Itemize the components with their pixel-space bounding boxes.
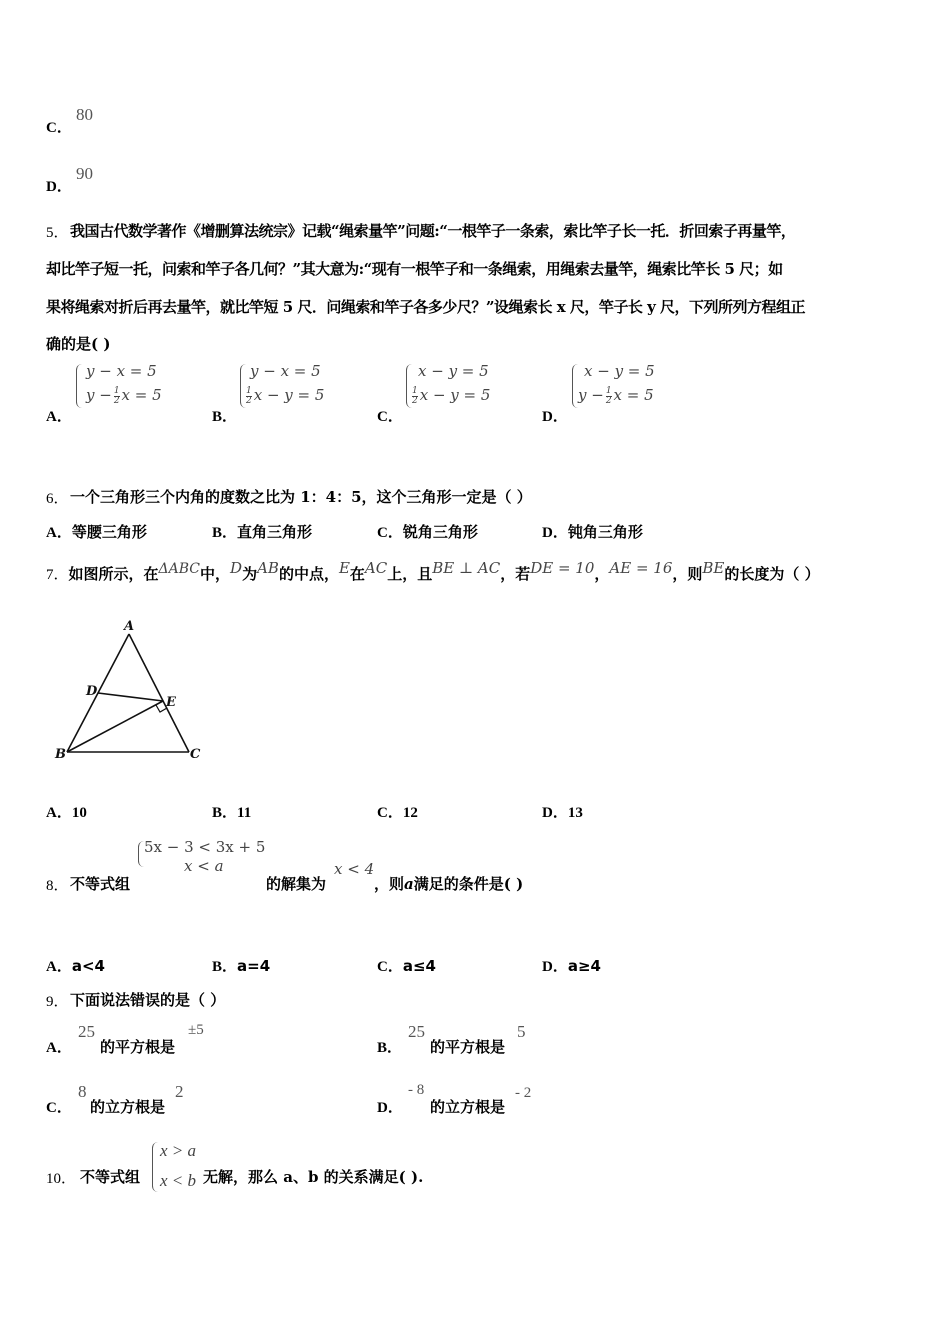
- question-number: 5．: [46, 225, 69, 241]
- equation-line: x − y = 5: [584, 362, 655, 380]
- question-number: 6．: [46, 491, 69, 507]
- equation-system-brace: [76, 364, 83, 408]
- option-text: 的立方根是: [90, 1098, 166, 1116]
- equation-line: 5x − 3 < 3x + 5: [144, 838, 266, 856]
- option-text: 的平方根是: [430, 1038, 506, 1056]
- option-text: 的平方根是: [100, 1038, 176, 1056]
- question-number: 8．: [46, 878, 69, 894]
- segment-be: [67, 701, 163, 752]
- fraction: $\frac{1}{2}$: [113, 385, 120, 406]
- option-label: C．: [46, 1100, 72, 1116]
- option: C．a≤4: [377, 957, 436, 975]
- triangle-figure: [50, 612, 210, 767]
- option-label: D．: [377, 1100, 403, 1116]
- segment-ac: [129, 634, 189, 752]
- equation-line: y − x = 5: [250, 362, 321, 380]
- option-label: D．: [46, 179, 72, 195]
- option-label: D．: [542, 409, 568, 425]
- option-math: 25: [408, 1022, 425, 1041]
- option: C．锐角三角形: [377, 523, 478, 541]
- option-text: 的立方根是: [430, 1098, 506, 1116]
- option-math: - 2: [515, 1085, 532, 1101]
- equation-line: y − $\frac{1}{2}$ x = 5: [86, 385, 162, 406]
- equation-system-brace: [152, 1142, 159, 1192]
- equation-line: $\frac{1}{2}$ x − y = 5: [246, 385, 325, 406]
- option-math: - 8: [408, 1082, 425, 1098]
- question-text: 一个三角形三个内角的度数之比为 1：4：5，这个三角形一定是（ ）: [70, 488, 532, 506]
- equation-line: y − $\frac{1}{2}$ x = 5: [578, 385, 654, 406]
- solution-set: x < 4: [334, 860, 375, 878]
- segment-de: [98, 693, 163, 701]
- option: B．11: [212, 805, 252, 821]
- equation-line: $\frac{1}{2}$ x − y = 5: [412, 385, 491, 406]
- option-math: 5: [517, 1022, 526, 1041]
- option-value: 80: [76, 105, 93, 124]
- option-math: ±5: [188, 1022, 204, 1038]
- option-label: C．: [46, 120, 72, 136]
- vertex-label-b: B: [55, 747, 66, 762]
- option-math: 8: [78, 1082, 87, 1101]
- option: B．直角三角形: [212, 523, 313, 541]
- option-label: A．: [46, 1040, 72, 1056]
- option: D．钝角三角形: [542, 523, 643, 541]
- option-label: C．: [377, 409, 403, 425]
- option: A．10: [46, 805, 87, 821]
- equation-line: x < b: [160, 1171, 197, 1190]
- question-text: 不等式组: [80, 1168, 141, 1186]
- vertex-label-e: E: [166, 695, 176, 710]
- question-text: ，则a满足的条件是( ): [374, 875, 524, 893]
- option: D．13: [542, 805, 583, 821]
- fraction: $\frac{1}{2}$: [412, 385, 418, 406]
- question-text: 的解集为: [266, 875, 327, 893]
- equation-line: x > a: [160, 1141, 197, 1160]
- option: A．a<4: [46, 957, 105, 975]
- option-label: B．: [377, 1040, 403, 1056]
- option-label: A．: [46, 409, 72, 425]
- question-7-text: 7．如图所示，在ΔABC中，D为AB的中点，E在AC上，且BE ⊥ AC，若DE = 10，AE = 16，则BE的长度为（ ）: [46, 559, 820, 583]
- vertex-label-a: A: [124, 619, 135, 634]
- equation-line: x − y = 5: [418, 362, 489, 380]
- option-value: 90: [76, 164, 93, 183]
- option-math: 2: [175, 1082, 184, 1101]
- question-text-line: 果将绳索对折后再去量竿，就比竿短 5 尺．问绳索和竿子各多少尺？”设绳索长 x 尺，竿子长 y 尺，下列所列方程组正: [46, 298, 806, 316]
- option: B．a=4: [212, 957, 271, 975]
- vertex-label-c: C: [190, 747, 201, 762]
- fraction: $\frac{1}{2}$: [246, 385, 252, 406]
- question-text-line: 确的是( ): [46, 335, 111, 353]
- option-math: 25: [78, 1022, 95, 1041]
- option-label: B．: [212, 409, 238, 425]
- question-text-line: 我国古代数学著作《增删算法统宗》记载“绳索量竿”问题:“一根竿子一条索，索比竿子长一托．折回索子再量竿，: [70, 222, 796, 240]
- option: C．12: [377, 805, 418, 821]
- question-text: 无解，那么 a、b 的关系满足( ).: [203, 1168, 424, 1186]
- question-number: 10．: [46, 1171, 77, 1187]
- question-number: 9．: [46, 994, 69, 1010]
- option: D．a≥4: [542, 957, 601, 975]
- equation-line: x < a: [184, 857, 224, 875]
- question-text: 不等式组: [70, 875, 131, 893]
- vertex-label-d: D: [86, 684, 98, 699]
- option: A．等腰三角形: [46, 523, 147, 541]
- equation-line: y − x = 5: [86, 362, 157, 380]
- question-text: 下面说法错误的是（ ）: [70, 991, 226, 1009]
- fraction: $\frac{1}{2}$: [605, 385, 612, 406]
- question-text-line: 却比竿子短一托，问索和竿子各几何？”其大意为:“现有一根竿子和一条绳索，用绳索去量竿，绳索比竿长 5 尺；如: [46, 260, 783, 278]
